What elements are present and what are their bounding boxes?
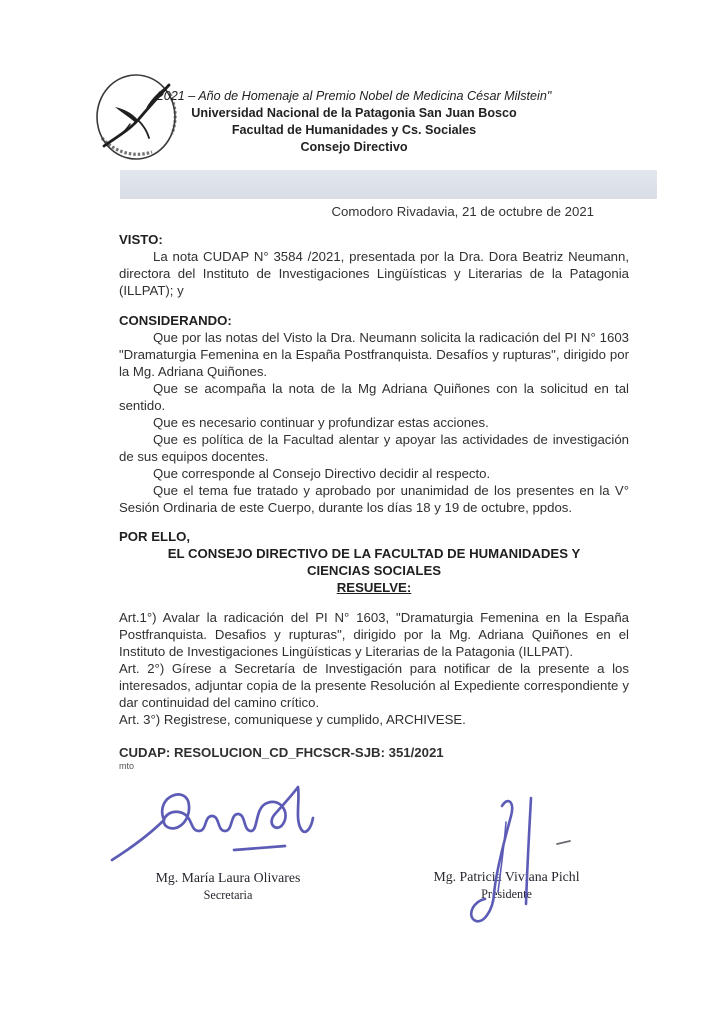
considerando-paragraph: Que por las notas del Visto la Dra. Neumann solicita la radicación del PI N° 1603 "Dramaturgia Femenina en la España Postfranquista. Desafíos y rupturas", dirigido por la Mg. Adriana Quiñones. xyxy=(119,330,629,379)
secretary-signature-block xyxy=(138,870,318,903)
considerando-paragraph: Que es necesario continuar y profundizar estas acciones. xyxy=(153,415,489,430)
considerando-paragraph: Que corresponde al Consejo Directivo decidir al respecto. xyxy=(153,466,491,481)
article-2: Art. 2°) Gírese a Secretaría de Investigación para notificar de la presente a los interesados, adjuntar copia de la presente Resolución al Expediente correspondiente y dar continuidad del camino crítico. xyxy=(119,661,629,710)
president-signature-icon xyxy=(438,792,588,938)
article-1: Art.1°) Avalar la radicación del PI N° 1603, "Dramaturgia Femenina en la España Postfranquista. Desafios y rupturas", dirigido por la Mg. Adriana Quiñones en el Instituto de Investigaciones Lingüísticas y Literarias de la Patagonia (ILLPAT). xyxy=(119,610,629,659)
cudap-reference: CUDAP: RESOLUCION_CD_FHCSCR-SJB: 351/2021 xyxy=(119,745,444,760)
place-and-date: Comodoro Rivadavia, 21 de octubre de 2021 xyxy=(331,204,594,219)
visto-label: VISTO: xyxy=(119,232,163,247)
secretary-signature-icon xyxy=(108,774,316,866)
resolution-body xyxy=(119,231,629,771)
faculty-name: Facultad de Humanidades y Cs. Sociales xyxy=(231,123,477,137)
year-motto: 2021 – Año de Homenaje al Premio Nobel de Medicina César Milstein" xyxy=(156,89,552,103)
resolving-body-line: EL CONSEJO DIRECTIVO DE LA FACULTAD DE HUMANIDADES Y xyxy=(167,546,581,561)
secretary-name: Mg. María Laura Olivares xyxy=(155,870,301,885)
council-name: Consejo Directivo xyxy=(300,140,408,154)
considerando-paragraph: Que el tema fue tratado y aprobado por unanimidad de los presentes en la V° Sesión Ordinaria de este Cuerpo, durante los días 18 y 19 de octubre, ppdos. xyxy=(119,483,629,515)
considerando-paragraph: Que se acompaña la nota de la Mg Adriana Quiñones con la solicitud en tal sentido. xyxy=(119,381,629,413)
visto-paragraph: La nota CUDAP N° 3584 /2021, presentada por la Dra. Dora Beatriz Neumann, directora del Instituto de Investigaciones Lingüísticas y Literarias de la Patagonia (ILLPAT); y xyxy=(119,249,629,298)
president-name: Mg. Patricia Viviana Pichl xyxy=(433,869,580,884)
por-ello-intro: POR ELLO, xyxy=(119,529,191,544)
article-3: Art. 3°) Registrese, comuniquese y cumplido, ARCHIVESE. xyxy=(119,712,466,727)
considerando-paragraph: Que es política de la Facultad alentar y apoyar las actividades de investigación de sus equipos docentes. xyxy=(119,432,629,464)
university-name: Universidad Nacional de la Patagonia San Juan Bosco xyxy=(191,106,517,120)
resolving-body-line: CIENCIAS SOCIALES xyxy=(306,563,442,578)
considerando-label: CONSIDERANDO: xyxy=(119,313,232,328)
spacer xyxy=(119,516,629,528)
president-role: Presidente xyxy=(481,887,532,901)
scan-artifact-bar xyxy=(120,170,657,199)
resuelve-heading: RESUELVE: xyxy=(336,580,412,595)
spacer xyxy=(119,299,629,312)
letterhead xyxy=(128,88,580,155)
secretary-role: Secretaria xyxy=(203,888,253,902)
typist-initials: mto xyxy=(119,761,135,771)
